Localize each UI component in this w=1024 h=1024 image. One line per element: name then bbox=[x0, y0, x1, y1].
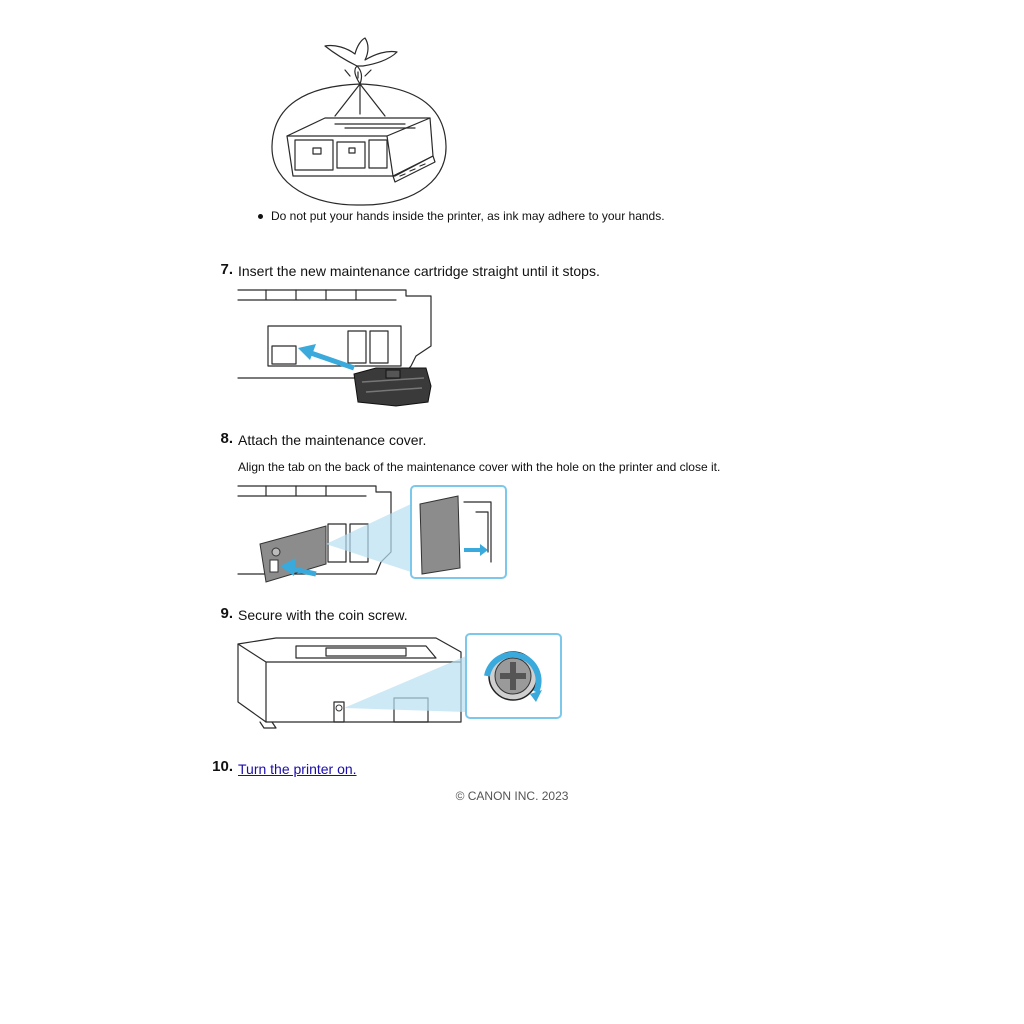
bagged-cartridge-illustration bbox=[265, 36, 455, 211]
coin-screw-illustration bbox=[236, 632, 566, 732]
step-7-text: Insert the new maintenance cartridge straight until it stops. bbox=[238, 263, 600, 279]
insert-cartridge-illustration bbox=[236, 286, 436, 410]
step-9-text: Secure with the coin screw. bbox=[238, 607, 408, 623]
step-10-number: 10. bbox=[212, 758, 233, 775]
step-9-number: 9. bbox=[220, 605, 233, 622]
step-7-number: 7. bbox=[220, 261, 233, 278]
copyright-text: © CANON INC. 2023 bbox=[455, 789, 569, 803]
turn-printer-on-link[interactable]: Turn the printer on. bbox=[238, 761, 357, 777]
step-8-note: Align the tab on the back of the maintenance cover with the hole on the printer and close it. bbox=[238, 460, 721, 474]
attach-cover-illustration bbox=[236, 482, 511, 584]
bullet-marker bbox=[258, 214, 263, 219]
step-8-text: Attach the maintenance cover. bbox=[238, 432, 427, 448]
step-8-number: 8. bbox=[220, 430, 233, 447]
bullet-text: Do not put your hands inside the printer, as ink may adhere to your hands. bbox=[271, 209, 665, 223]
